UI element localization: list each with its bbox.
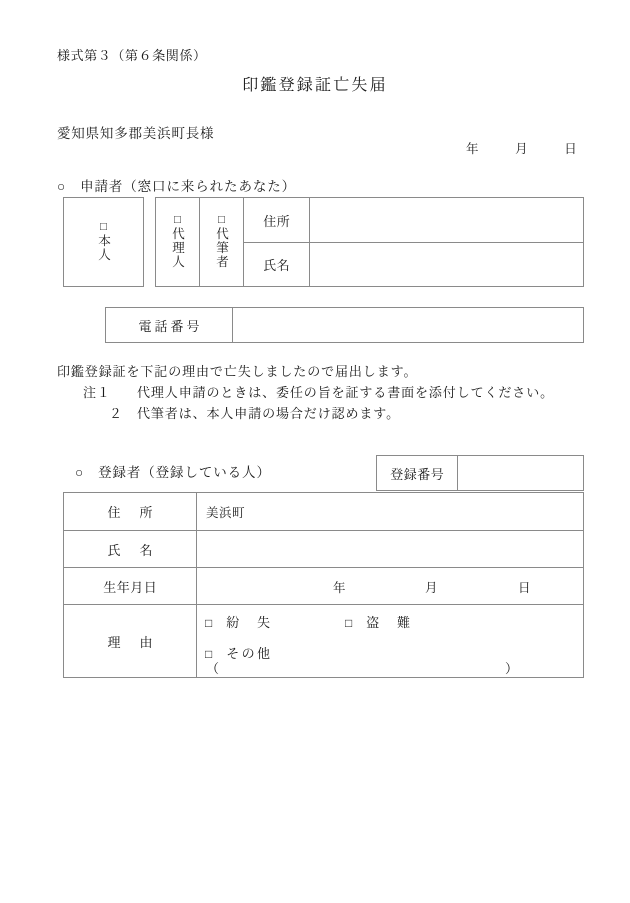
note-1-marker: 注１ (83, 385, 111, 401)
phone-field[interactable] (233, 308, 592, 342)
checkbox-icon[interactable]: □ (100, 220, 107, 233)
registration-number-field[interactable] (458, 456, 592, 490)
applicant-scribe-label: 代筆者 (214, 227, 229, 270)
reason-stolen-label: 盗 難 (366, 615, 413, 630)
applicant-scribe-checkbox-group[interactable] (200, 198, 243, 286)
reason-option-lost[interactable] (205, 612, 272, 631)
applicant-agent-label: 代理人 (170, 227, 185, 270)
applicant-section-title: 申請者（窓口に来られたあなた） (80, 179, 297, 194)
note-2-marker: ２ (109, 406, 123, 422)
note-1-text: 代理人申請のときは、委任の旨を証する書面を添付してください。 (137, 385, 555, 401)
applicant-section-heading (57, 175, 296, 195)
applicant-name-field[interactable] (310, 243, 592, 286)
submission-date-line (466, 139, 577, 157)
checkbox-icon[interactable]: □ (218, 213, 225, 226)
page-title: 印鑑登録証亡失届 (242, 77, 388, 94)
applicant-agent-checkbox-group[interactable] (156, 198, 199, 286)
date-month-label: 月 (515, 142, 528, 156)
applicant-address-label: 住所 (263, 213, 291, 229)
reason-other-label: その他 (226, 646, 273, 661)
registrant-birthdate-label: 生年月日 (103, 579, 158, 595)
statement-note-2 (57, 403, 554, 424)
checkbox-icon[interactable]: □ (205, 647, 213, 661)
addressee: 愛知県知多郡美浜町長様 (57, 126, 215, 141)
statement-block (57, 361, 554, 424)
birthdate-year-label: 年 (333, 581, 346, 595)
statement-main: 印鑑登録証を下記の理由で亡失しましたので届出します。 (57, 364, 418, 379)
birthdate-day-label: 日 (518, 581, 531, 595)
applicant-name-label: 氏名 (263, 258, 291, 273)
registrant-birthdate-field[interactable] (197, 568, 583, 604)
reason-other-close-paren: ） (505, 661, 519, 676)
birthdate-month-label: 月 (425, 581, 438, 595)
registrant-reason-label: 理 由 (107, 634, 156, 650)
registrant-section-heading (75, 461, 271, 481)
reason-other-input[interactable] (222, 672, 506, 673)
date-day-label: 日 (564, 142, 577, 156)
note-2-text: 代筆者は、本人申請の場合だけ認めます。 (137, 406, 401, 422)
registrant-name-field[interactable] (197, 531, 592, 567)
applicant-self-checkbox-group[interactable] (64, 198, 143, 286)
applicant-self-cell[interactable] (63, 197, 144, 287)
reason-lost-label: 紛 失 (226, 615, 273, 630)
applicant-self-label: 本人 (96, 234, 111, 263)
date-year-label: 年 (466, 142, 479, 156)
form-number: 様式第３（第６条関係） (57, 48, 207, 63)
registration-number-label: 登録番号 (390, 466, 445, 482)
registrant-section-bullet: ○ (75, 465, 85, 480)
registrant-address-field[interactable]: 美浜町 (206, 505, 246, 520)
registrant-address-label: 住 所 (107, 505, 156, 520)
checkbox-icon[interactable]: □ (174, 213, 181, 226)
checkbox-icon[interactable]: □ (345, 616, 353, 630)
checkbox-icon[interactable]: □ (205, 616, 213, 630)
registrant-name-label: 氏 名 (107, 542, 156, 558)
reason-other-open-paren: （ (206, 661, 220, 676)
reason-option-stolen[interactable] (345, 612, 412, 631)
applicant-section-bullet: ○ (57, 179, 67, 194)
registrant-section-title: 登録者（登録している人） (98, 465, 271, 480)
statement-note-1 (57, 382, 554, 403)
phone-label: 電話番号 (138, 318, 203, 334)
applicant-address-field[interactable] (310, 198, 592, 242)
